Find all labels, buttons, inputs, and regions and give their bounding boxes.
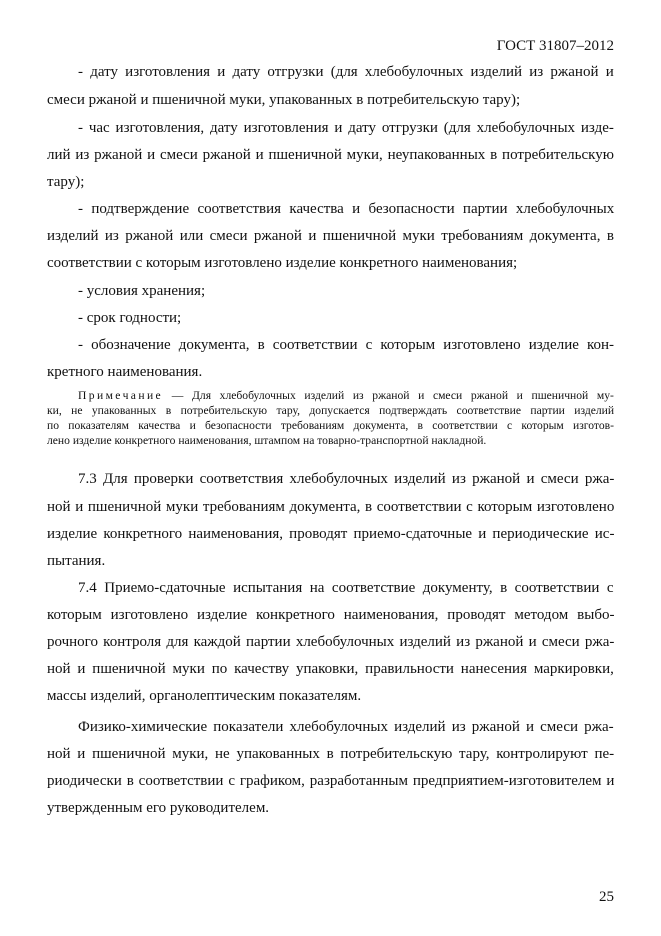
text-line: рочного контроля для каждой партии хлебобулочных изделий из ржаной и смеси ржа- — [47, 634, 615, 650]
note-line: лено изделие конкретного наименования, штампом на товарно-транспортной накладной. — [47, 434, 487, 447]
text-line: - дату изготовления и дату отгрузки (для хлебобулочных изделий из ржаной и — [78, 64, 614, 80]
text-line: кретного наименования. — [47, 364, 203, 380]
text-line: смеси ржаной и пшеничной муки, упакованных в потребительскую тару); — [47, 92, 521, 108]
text-line: Физико-химические показатели хлебобулочных изделий из ржаной и смеси ржа- — [78, 719, 614, 735]
text-line: массы изделий, органолептическим показателям. — [47, 688, 362, 704]
note-line: по показателям качества и безопасности требованиям документа, в соответствии с которым изготов- — [47, 419, 614, 432]
text-line: риодически в соответствии с графиком, разработанным предприятием-изготовителем и — [47, 773, 615, 789]
text-line: пытания. — [47, 553, 106, 569]
note-label: Примечание — [78, 389, 164, 402]
text-line: ной и пшеничной муки требованиям документа, в соответствии с которым изготовлено — [47, 499, 615, 515]
text-line: тару); — [47, 174, 85, 190]
note-line — [78, 388, 614, 403]
text-line: изделий из ржаной или смеси ржаной и пшеничной муки требованиям документа, в — [47, 228, 614, 244]
page-number: 25 — [599, 889, 614, 905]
text-line: - срок годности; — [78, 310, 182, 326]
note-dash: — — [163, 389, 192, 402]
text-line: изделие конкретного наименования, проводят приемо-сдаточные и периодические ис- — [47, 526, 615, 542]
text-line: - подтверждение соответствия качества и безопасности партии хлебобулочных — [78, 201, 615, 217]
text-line: которым изготовлено изделие конкретного наименования, проводят методом выбо- — [47, 607, 615, 623]
text-line: 7.4 Приемо-сдаточные испытания на соответствие документу, в соответствии с — [78, 580, 614, 596]
document-header: ГОСТ 31807–2012 — [496, 38, 614, 54]
note-text: Для хлебобулочных изделий из ржаной и смеси ржаной и пшеничной му- — [192, 389, 614, 402]
text-line: - условия хранения; — [78, 283, 206, 299]
text-line: - обозначение документа, в соответствии с которым изготовлено изделие кон- — [78, 337, 615, 353]
text-line: ной и пшеничной муки, не упакованных в потребительскую тару, контролируют пе- — [47, 746, 615, 762]
text-line: - час изготовления, дату изготовления и дату отгрузки (для хлебобулочных изде- — [78, 120, 614, 136]
text-line: соответствии с которым изготовлено изделие конкретного наименования; — [47, 255, 518, 271]
text-line: утвержденным его руководителем. — [47, 800, 270, 816]
text-line: ной и пшеничной муки по качеству упаковки, правильности нанесения маркировки, — [47, 661, 614, 677]
text-line: лий из ржаной и смеси ржаной и пшеничной муки, неупакованных в потребительскую — [47, 147, 614, 163]
note-line: ки, не упакованных в потребительскую тару, допускается подтверждать соответствие партии изделий — [47, 404, 615, 417]
text-line: 7.3 Для проверки соответствия хлебобулочных изделий из ржаной и смеси ржа- — [78, 471, 615, 487]
